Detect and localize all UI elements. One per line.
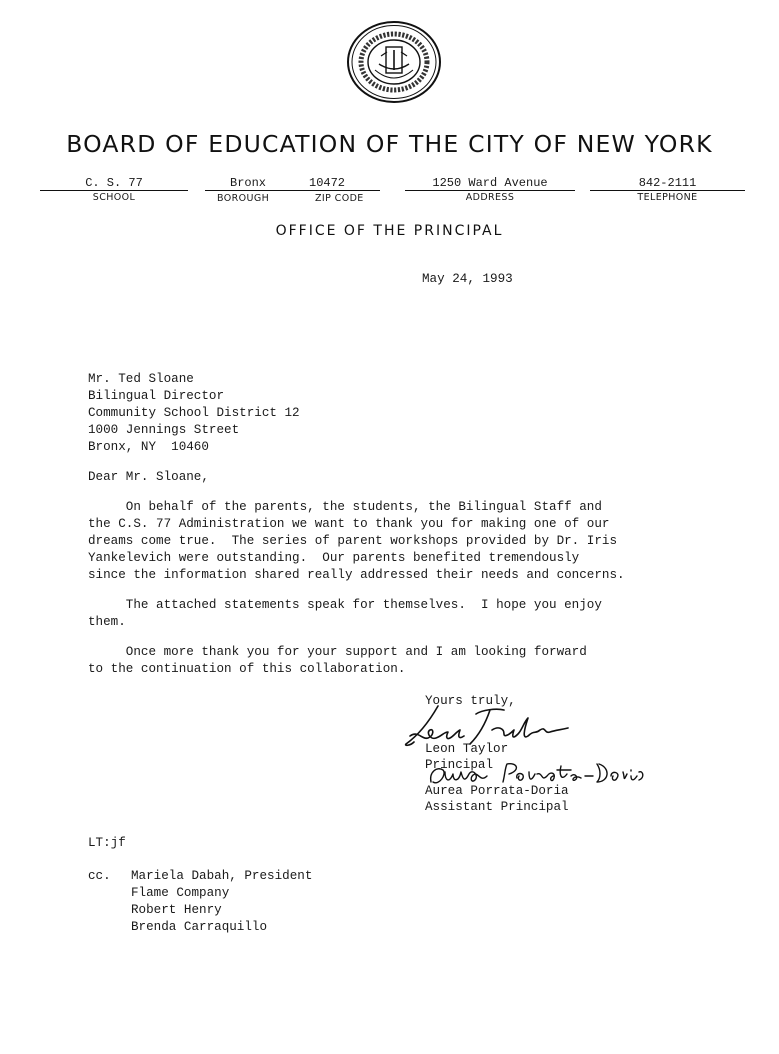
cc-label: cc. [88,869,111,883]
telephone-value: 842-2111 [638,176,697,190]
letter-date: May 24, 1993 [422,272,513,286]
body-line: Once more thank you for your support and I am looking forward [88,645,587,659]
school-value: C. S. 77 [85,176,143,190]
cc-item: Flame Company [131,886,230,900]
signer2-title: Assistant Principal [425,800,569,814]
body-line: them. [88,615,126,629]
body-line: the C.S. 77 Administration we want to thank you for making one of our [88,517,610,531]
school-caption: SCHOOL [92,192,136,203]
typist-initials: LT:jf [88,836,126,850]
closing: Yours truly, [425,694,516,708]
body-line: Yankelevich were outstanding. Our parents benefited tremendously [88,551,580,565]
recipient-line: Bronx, NY 10460 [88,440,209,454]
recipient-line: Mr. Ted Sloane [88,372,194,386]
borough-field [205,176,380,191]
signer1-title: Principal [425,758,494,772]
telephone-field [590,176,745,203]
recipient-line: Bilingual Director [88,389,225,403]
body-line: since the information shared really addressed their needs and concerns. [88,568,625,582]
cc-item: Brenda Carraquillo [131,920,268,934]
recipient-line: Community School District 12 [88,406,300,420]
body-line: to the continuation of this collaboration. [88,662,406,676]
cc-item: Mariela Dabah, President [131,869,313,883]
zip-caption: ZIP CODE [315,193,364,204]
signer1-name: Leon Taylor [425,742,509,756]
cc-item: Robert Henry [131,903,222,917]
zip-value: 10472 [309,176,346,190]
signer2-name: Aurea Porrata-Doria [425,784,569,798]
address-caption: ADDRESS [465,192,515,203]
body-line: dreams come true. The series of parent workshops provided by Dr. Iris [88,534,618,548]
address-field [405,176,575,203]
body-line: The attached statements speak for themselves. I hope you enjoy [88,598,602,612]
office-heading: OFFICE OF THE PRINCIPAL [275,223,504,239]
telephone-caption: TELEPHONE [637,192,698,203]
address-value: 1250 Ward Avenue [432,176,548,190]
school-field [40,176,188,203]
body-line: On behalf of the parents, the students, the Bilingual Staff and [88,500,602,514]
borough-caption: BOROUGH [217,193,270,204]
recipient-line: 1000 Jennings Street [88,423,240,437]
organization-title: BOARD OF EDUCATION OF THE CITY OF NEW YORK [66,130,713,158]
board-of-education-seal [345,20,443,104]
salutation: Dear Mr. Sloane, [88,470,209,484]
borough-value: Bronx [230,176,267,190]
